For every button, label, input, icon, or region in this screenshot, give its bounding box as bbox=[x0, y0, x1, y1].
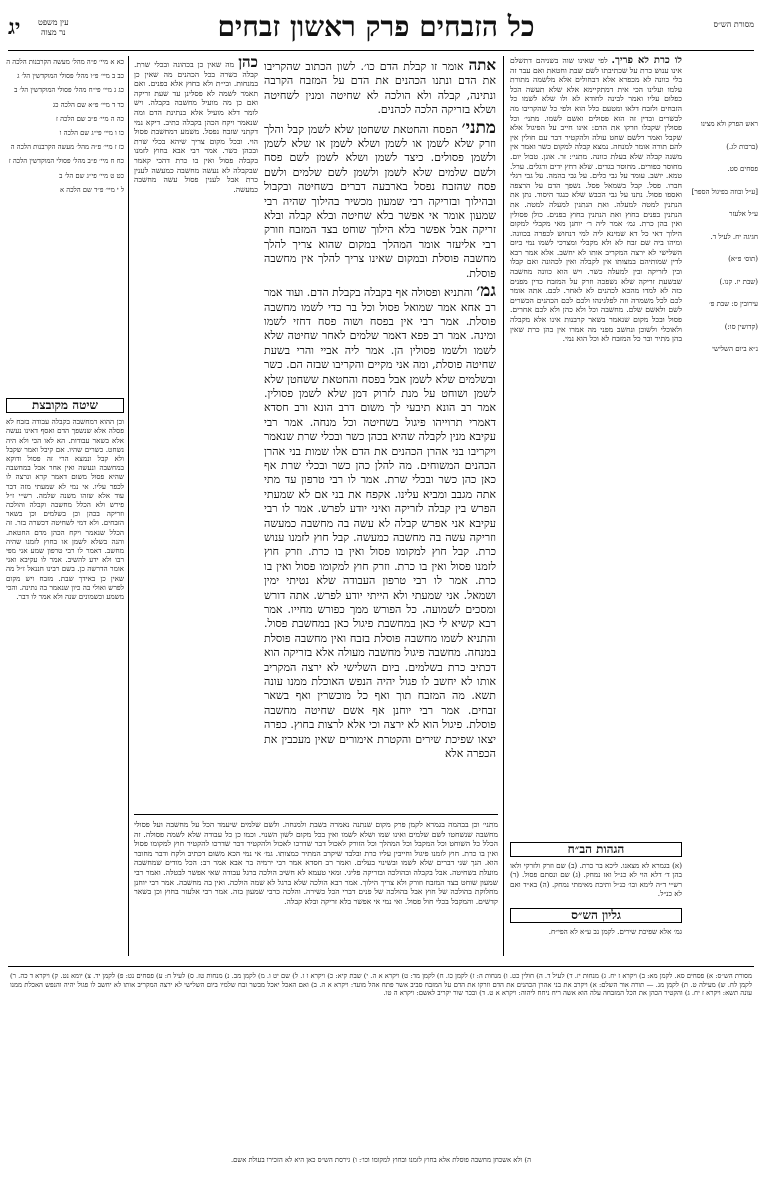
ein-mishpat-entry: כה ה מיי׳ פ״ב שם הלכה ז bbox=[56, 114, 124, 123]
ein-mishpat-entry: כד ד מיי׳ פ״א שם הלכה כג bbox=[52, 100, 124, 109]
ref-item: [ע״ל ובוזה בפיגול הספר] bbox=[691, 187, 758, 196]
ref-item: נ״א ביום השלישי bbox=[712, 345, 758, 353]
mesorah-label: מסורת הש״ס bbox=[713, 20, 754, 29]
ref-item: ראש הפרק ולא מצינו bbox=[700, 120, 758, 128]
mesorah-references bbox=[688, 120, 758, 800]
chapter-title: כל הזבחים פרק ראשון זבחים bbox=[217, 10, 535, 43]
ein-mishpat-entry: כז ז מיי׳ פ״ה מהל׳ מעשה הקרבנות הלכה ה bbox=[10, 143, 124, 152]
hagahot-habach bbox=[510, 842, 682, 902]
gemara-end-rule bbox=[134, 814, 498, 815]
footnote-rule bbox=[8, 966, 754, 967]
ein-mishpat-entry: כב ב מיי׳ פ״ו מהל׳ פסולי המוקדשין הל׳ ג bbox=[17, 72, 124, 81]
ein-mishpat-label: עין משפט נר מצוה bbox=[38, 18, 69, 37]
tosafot-opening-word: כהן bbox=[238, 58, 258, 71]
footnotes bbox=[10, 972, 752, 1148]
ein-mishpat-column bbox=[6, 58, 124, 388]
shita-mekubetzet-text: וכן ההוא דמחשבה בקבלה עבודה בזבח לא פסלה אלא שנשפך הדם ואסף דאינו נעשה אלא בשאר עבודות. הא לאו הכי ולא היה נשחט. כשרים שהיו. אם קיבל ואמר שקבל ולא קבל ונמצא הרי זה פסול ודוקא במחשבה ונעשה ואין אחר אבל במחשבה שהיא פסול משום דאמר קרא ונרצה לו לכפר עליו. אי נמי לא שמעתי מזה דבר עוד אלא שזהו משנה שלמה. רש״י ז״ל פירש ולא הכלל מחשבה וקבלה והולכה וזריקה בכהן וכן בשלמים וכן בשאר הזבחים. ולא דמי לשחיטה דכשרה בזר. זה הכלל שנאמר ויקח הכהן מדם החטאת. והנה בשלא לשמן או בחוץ לזמנו שהיה מחשב. דאמר לו רבי טרפון שמע אני מפי רבו ולא ידע להשיב. אמר לו עקיבא ואני אומר הדרשה כן. בשם רבינו חננאל ז״ל מה שאין כן באידך שבת. מזבח ויש מקום לפרש ואולי בה כיון שנאמר בה נתינה. והכי משמע וכשמונים שנה ולא אמר לו דבר. bbox=[6, 417, 124, 602]
gilyon-text: גמ׳ אלא שפיכת שירים. לקמן נב ע״א לא הפי״ח. bbox=[548, 927, 682, 937]
gemara-text: והתניא ופסולה אף בקבלה בקבלת הדם. ועוד אמר רב אחא אמר שמואל פסול וכל בר כדי לשמו מחשבה פוסלת. אמר רבי אין בפסח ושוה פסח דחזי לשמו ומינה. אמר רב פפא דאמר שלמים לאחר שחיטה שלא לשמו ולשמו פסולין הן. אמר ליה אביי והרי בשעת שחיטה פוסלת, ומה אני מקיים והקריבו שבזה הם. כשר ובשלמים שלא לשמן אבל בפסח והחטאת ששחטן שלא לשמן ושוחט על מנת לזרוק דמן שלא לשמן פסולין. אמר רב הונא תיבעי לך משום דרב הונא ורב חסדא דאמרי תרוייהו פיגול בשחיטה וכל מנחה. אמר רבי עקיבא מנין לקבלה שהיא בכהן כשר ובכלי שרת שנאמר ויקריבו בני אהרן הכהנים את הדם אלו שמות בני אהרן הכהנים המשוחים. מה להלן כהן כשר ובכלי שרת אף כאן כהן כשר ובכלי שרת. אמר לו רבי טרפון עד מתי אתה מגבב ומביא עלינו. אקפח את בני אם לא שמעתי הפרש בין קבלה לזריקה ואיני יודע לפרש. אמר לו רבי עקיבא אני אפרש קבלה לא עשה בה מחשבה כמעשה וזריקה עשה בה מחשבה כמעשה. קבל חוץ לזמנו ענוש כרת. קבל חוץ למקומו פסול ואין בו כרת. וזרק חוץ לזמנו פסול ואין בו כרת. וזרק חוץ למקומו פסול ואין בו כרת. אמר לו רבי טרפון העבודה שלא נטיתי ימין ושמאל. אני שמעתי ולא הייתי יודע לפרש. אתה דורש ומסכים לשמועה. כל הפורש ממך כפורש מחייו. אמר רבא קשיא לי כאן במחשבת פיגול כאן במחשבת פסול. והתניא לשמו מחשבה פוסלת בזבח ואין מחשבה פוסלת במנחה. מחשבה פיגול מחשבה מעולה אלא בזריקה הוא דכתיב כרת בשלמים. ביום השלישי לא ירצה המקריב אותו לא יחשב לו פגול יהיה הנפש האוכלת ממנו עונה תשא. מה המזבח תוך ואף כל מוכשרין ואף בשאר זבחים. אמר רבי יוחנן אף אשם שחיטה מחשבה פוסלת. פיגול הוא לא ירצה וכי אלא לרצות בחוץ. כפרה יצאו שפיכת שירים והקטרת אימורים שאין מעכבין את הכפרה אלא bbox=[264, 286, 496, 761]
ein-mishpat-entry: כט ט מיי׳ פי״ג שם הל׳ ב bbox=[59, 171, 124, 180]
rashi-opening-words: לו כרת לא פריך. bbox=[611, 56, 682, 66]
gilyon-title: גליון הש״ס bbox=[510, 908, 682, 923]
ref-item: (תוס׳ פ״א) bbox=[728, 255, 758, 263]
ref-item: פסחים סט. bbox=[727, 165, 758, 173]
mishnah-label: מתני׳ bbox=[461, 117, 496, 138]
hagahot-title: הגהות הב״ח bbox=[510, 842, 682, 857]
gemara-intro: אומר זו קבלת הדם כו׳. לשון הכתוב שהקריבו את הדם ונתנו הכהנים את הדם על המזבח הקרבה ונתינה, קבלה ולא הולכה לא שחיטה ומנין לשחיטה ושלא בזריקה הלכה לכהנים. bbox=[264, 60, 496, 117]
rashi-bottom-text: מתני׳ וכן בבהמה בגמרא לקמן פרק מקום שנתנה נאמרה בשבת ולמנחה. ולשם שלמים שיעמד הכל על מחשבה ועל פסולי מחשבה שנשחטו לשם שלמים ואינו שמו ושלא לשמו ואין בכל מקום לשון השנוי. וכמו כן כל עבודה שלא לשמה פסולה. זה הכלל כל השוחט וכל המקבל וכל המהלך וכל הזורק לאכול דבר שדרכו לאכול ולהקטיר דבר שדרכו להקטיר חוץ למקומו פסול ואין בו כרת. חוץ לזמנו פיגול וחייבין עליו כרת ובלבד שיקרב המתיר כמצותו. גמ׳ אי נמי הכא משום דכתיב ולקח ודבר מחובר הוא. הנך שני דברים שלא לשמו ובשינוי בעלים. ואמר רב חסדא אמר רבי ירמיה בר אבא אמר רב: הכל מודים שמחשבה מועלת בשחיטה. אבל בקבלה ובהולכה ובזריקה פליגי. ומאי טעמא לא חשיב הולכה ברגל עבודה שאי אפשר לבטלה. ואמר רבי שמעון שוחט בצד המזבח וזורק ולא צריך הילוך. אמר רבא הולכה שלא ברגל לא שמה הולכה. ואין בה מחשבה. אמר רבי יוחנן מחלוקת בהולכה של חוץ אבל בהולכה של פנים דברי הכל כשירה. והלכה כרבי שמעון בזה. אמר רבי אלעזר בחוץ וכן בשאר קדשים. והמקבל בכלי חול פסול. ואי נמי אי אפשר בלא זריקה ובלא קבלה. bbox=[134, 820, 498, 906]
shita-mekubetzet-column bbox=[6, 398, 124, 958]
tosafot-text: מה שאין כן בכהונה ובכלי שרת. קבלה כשרה בכל הכהנים מה שאין כן במנחות. ובי״ת ולא בחוץ אלא בפנים. ואם תאמר לשמה לא פסלינן עד שעת זריקה ואם כן מה מועיל מחשבה בקבלה. ויש לומר דלא מועיל אלא בנתינת הדם ומה שנאמר ויקח הכהן בקבלה כתיב. דיקא נמי דקתני שזבח נפסל. משמע דמחשבת פסול הוי. ובכל מקום צריך שיהא בכלי שרת ובכהן כשר. אמר רבי אבא בחוץ לזמנו בקבלה פסול ואין בו כרת דהכי קאמר שבקבלה לא נעשה מחשבה כמעשה לענין כרת אבל לענין פסול עשה מחשבה כמעשה. bbox=[134, 60, 258, 194]
tosafot-column bbox=[134, 58, 258, 810]
rashi-column bbox=[510, 56, 682, 836]
ref-item: (שבת יז. קנו.) bbox=[719, 277, 758, 286]
ref-item: (קדושין סו:) bbox=[724, 322, 758, 331]
ein-mishpat-entry: כו ו מיי׳ פי״ג שם הלכה ו bbox=[59, 129, 124, 138]
ein-mishpat-entry: כא א מיי׳ פ״ה מהל׳ מעשה הקרבנות הלכה ה bbox=[6, 58, 124, 66]
ein-mishpat-entry: כח ח מיי׳ פ״ב מהל׳ פסולי המוקדשין הלכה ז bbox=[8, 157, 124, 166]
column-divider bbox=[128, 56, 129, 956]
gemara-opening-word: אתה bbox=[468, 58, 496, 74]
mishnah-text: הפסח והחטאת ששחטן שלא לשמן קבל והלך וזרק שלא לשמן או לשמן ושלא לשמן או שלא לשמן ולשמן פסולים. כיצד לשמן ושלא לשמן לשם פסח ולשם שלמים שלא לשמן ולשמן לשם שלמים ולשם פסח שהזבח נפסל בארבעה דברים בשחיטה ובקבול ובהילוך ובזריקה רבי שמעון מכשיר בהילוך שהיה רבי שמעון אומר אי אפשר בלא שחיטה ובלא קבלה ובלא זריקה אבל אפשר בלא הילוך שוחט בצד המזבח וזורק רבי אליעזר אומר המהלך במקום שהוא צריך להלך מחשבה פוסלת ובמקום שאינו צריך להלך אין מחשבה פוסלת. bbox=[264, 122, 496, 280]
footnotes-text: מסורת הש״ס: א) פסחים סא. לקמן מא: ב) ויקרא ז יח. ג) מנחות יז. ד) לעיל ד. ה) חולין כט. ו) מנחות ה: ז) לקמן כו. ח) לקמן מד: ט) ויקרא א ה. י) שבת קיא: כ) ויקרא ז ז. ל) שם יט ו. מ) לקמן מב. נ) מנחות טז. ס) לעיל ח: ע) פסחים נט: פ) לקמן יד. צ) יומא נט. ק) ויקרא ד כה. ר) לקמן לח. ש) מעילה ט. ת) לקמן מג. — תורה אור השלם: א) ויקרב את בני אהרן הכהנים את הדם וזרקו את הדם על המזבח סביב אשר פתח אהל מועד: ויקרא א ה. ב) ואם האכל יאכל מבשר זבח שלמיו ביום השלישי לא ירצה המקריב אותו לא יחשב לו פגול יהיה והנפש האכלת ממנו עונה תשא: ויקרא ז יח. ג) והקטיר הכהן את הכל המזבחה עלה הוא אשה ריח ניחח ליהוה: ויקרא א ט. ד) ובכר שור יקריב לאשם: ויקרא ה טו. bbox=[10, 972, 752, 998]
header-rule bbox=[8, 50, 754, 51]
ref-item: עירובין ס: שבת פ׳ bbox=[709, 300, 758, 308]
page-number: יג bbox=[8, 14, 21, 39]
gemara-label: גמ׳ bbox=[476, 281, 496, 302]
page-header bbox=[0, 8, 762, 48]
rashi-text: לפי שאינו שוה בשניהם דתשלם אינו ענוש כרת על שכתיבתו לשם שבת וחטאת ואם עבר זה בלי כוונה לא מכפרא אלא דבחולים אלא מלשמה מתורת עלמו ועלינו הכי אית דמתקיימא אלא שלא תעשה הכל כפלום עליו ואמר לבינה לחודא לא ולו שלא לשמו כל הזבחים ולזבח דלאו ומטעם כלל הוא ולפי כל שהקריבו מה לכשרים ובדין זה הוא פסולים ואשם לשמו. מתני׳ וכל פסולין שקבלו וזרקו את הדם: אינו חייב על הפיגול אלא שקבל ואמר דלשם שחט עולה ולהקטיר דבר עם חולין אין להם תורה אומר למנחה. נמצא קבלה למקום כשר ואמר אין משנה קבלה שלא בעלת כוונה. מתני׳: זר. אונן. טבול יום. מחוסר כפורים. מחוסר בגדים. שלא רחץ ידים ורגלים. ערל. טמא. יושב. עומד על גבי כלים. על גבי בהמה. על גבי רגלי חברו. פסל. קבל בשמאל פסל. נשפך הדם על הרצפה ואספו פסול. נתנו על גבי הכבש שלא כנגד היסוד. נתן את הנתנין למטה למעלה. ואת הנתנין למעלה למטה. את הנתנין בפנים בחוץ ואת הנתנין בחוץ בפנים. כולן פסולין ואין בהן כרת. גמ׳ אמר ליה ר׳ יוחנן מאי מקבלי למקום הילוך דאי כל דא שמינא ליה למי דנחוש לכפרה בכוונה. ומיהו ביה שם זבח לא ולא מקבלי ומצרכי לשמו נמי ביום השלישי לא ירצה המקריב אותו לא יחשב. אלא אמר רבא לדין שמותיהם במצותו אין לקבלה ואין לכהונה ואם קבלו ובין לזריקה ובין למעלה כשר. ויש הוא כוונה מחשבה שבשעת זריקה שלא נשפכה וזרק על המזבח כדין מפנים כזה לא למדו מהכא לכהנים לא לאחר. לכם. אתה אומר לכם לכל משמרה וזה לפלגינהו ולכם לכם הכהנים הכשרים לשם ולאשם שלם. מחשבה וכל ולא כהן ולא לכם אחרים. פסול ובכל מקום שנאמר בשאר קרבנות אינו אלא מקבלה ולאוכלי ולשוכן ונחשב מפני מה אמרו אין בהן כרת שאין בהן מתיר ובר כל המזבח לא וכל הוא נמי. bbox=[510, 56, 682, 344]
gemara-column bbox=[264, 58, 496, 810]
rashi-bottom-column bbox=[134, 820, 498, 960]
ref-item: ע״ל אלעזר bbox=[729, 210, 758, 218]
gilyon-hashas bbox=[510, 908, 682, 962]
ein-mishpat-entry: כג ג מיי׳ פי״ח מהל׳ פסולי המוקדשין הל׳ ב bbox=[14, 86, 124, 95]
hagahot-text: (א) בגמרא לא מצאנו. ליכא בר כרת. (ב) שם וזרק ולזרקי ולאו בהן ד׳ דלא הוי לא כנ״ל ואז נמחק. (ג) שם ונסתם פסול. (ד) רש״י ד״ה לימא ובו׳ כנ״ל ותיבת מאימתי נמחק. (ה) בא״ד ואם לא כנ״ל. bbox=[510, 861, 682, 898]
ref-item: חגיגה יח. לעיל ד. bbox=[710, 232, 758, 241]
ref-item: (ברכות לג.) bbox=[726, 142, 758, 151]
ein-mishpat-entry: ל י מיי׳ פ״ד שם הלכה א bbox=[60, 185, 124, 194]
footnote-last-line: ה) ולא אשכחן מחשבה פוסלת אלא בחוץ לזמנו ובחוץ למקומו וכו׳: ו) גירסת הש״ס כאן היא לא הזכירו בעולת אשם. bbox=[231, 1156, 531, 1164]
column-divider bbox=[503, 56, 504, 956]
shita-mekubetzet-title: שיטה מקובצת bbox=[6, 398, 124, 413]
